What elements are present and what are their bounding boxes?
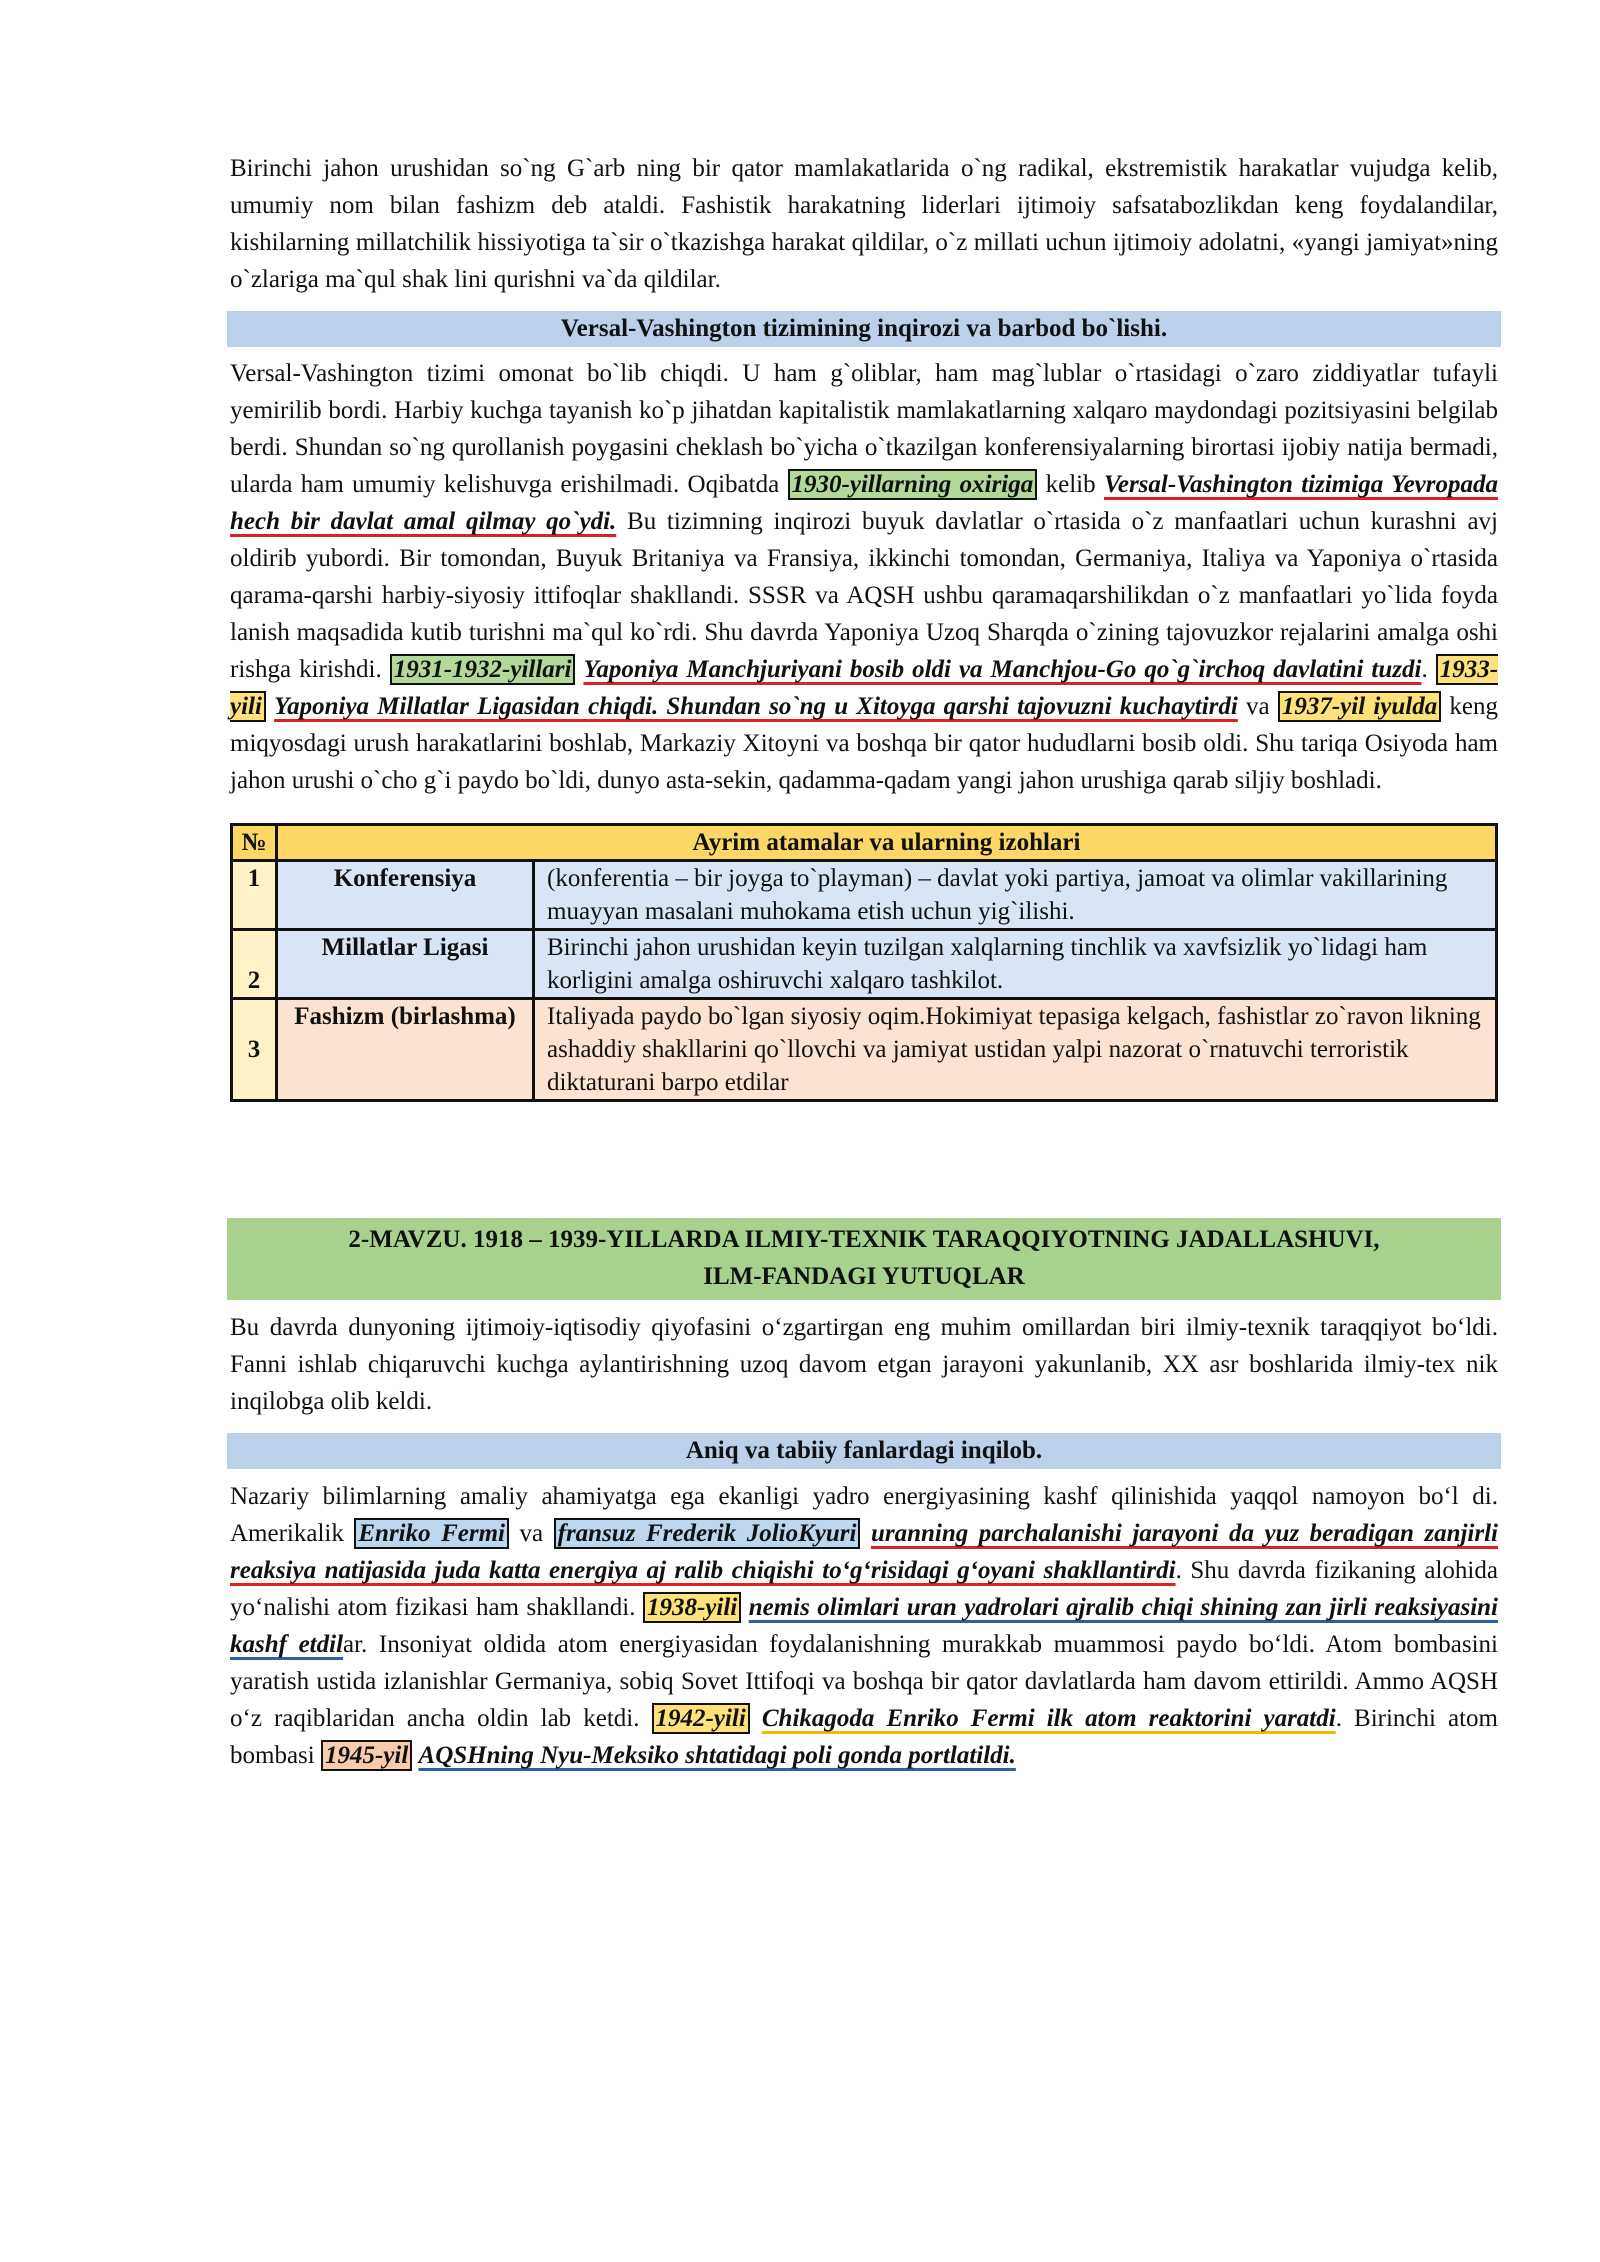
text-run: . Birinchi atom bombasi [230, 1705, 1498, 1769]
name-highlight: fransuz Frederik JolioKyuri [554, 1518, 861, 1549]
text-run: va [519, 1520, 544, 1547]
text-run: . [1421, 656, 1428, 683]
term-cell: Millatlar Ligasi [277, 930, 534, 999]
date-highlight: 1942-yili [652, 1703, 750, 1734]
topic-title-line: 2-MAVZU. 1918 – 1939-YILLARDA ILMIY-TEXNIK TARAQQIYOTNING JADALLASHUVI, [348, 1226, 1380, 1253]
date-highlight: 1931-1932-yillari [390, 654, 576, 685]
table-row [232, 999, 1497, 1101]
intro-paragraph: Birinchi jahon urushidan so`ng G`arb ning bir qator mamlakatlarida o`ng radikal, ekstremistik harakatlar vujudga kelib, umumiy nom bilan fashizm deb ataldi. Fashistik harakatning liderlari ijtimoiy safsatabozlikdan keng foydalandilar, kishilarning millatchilik hissiyotiga ta`sir o`tkazishga harakat qildilar, o`z millati uchun ijtimoiy adolatni, «yangi jamiyat»ning o`zlariga ma`qul shak lini qurishni va`da qildilar. [230, 155, 1498, 293]
name-highlight: Enriko Fermi [354, 1518, 509, 1549]
text-run: keng miqyosdagi urush harakatlarini boshlab, Markaziy Xitoyni va boshqa bir qator hududlarni bosib oldi. Shu tariqa Osiyoda ham jahon urushi o`cho g`i paydo bo`ldi, dunyo asta-sekin, qadamma-qadam yangi jahon urushiga qarab siljiy boshladi. [230, 693, 1499, 794]
terms-table [230, 823, 1498, 1102]
table-row [232, 861, 1497, 930]
description-cell: (konferentia – bir joyga to`playman) – davlat yoki partiya, jamoat va olimlar vakillarining muayyan masalani muhokama etish uchun yig`ilishi. [534, 861, 1497, 930]
row-number: 3 [232, 999, 277, 1101]
section-heading-science: Aniq va tabiiy fanlardagi inqilob. [227, 1433, 1501, 1469]
date-highlight: 1938-yili [643, 1592, 741, 1623]
column-header-terms: Ayrim atamalar va ularning izohlari [277, 825, 1497, 861]
row-number: 2 [232, 930, 277, 999]
topic-title [227, 1218, 1501, 1300]
text-run: ar. Insoniyat oldida atom energiyasidan foydalanishning murakkab muammosi paydo boʻldi. Atom bombasini yaratish ustida izlanishlar Germaniya, sobiq Sovet Ittifoqi va boshqa bir qator davlatlarda ham davom ettirildi. Ammo AQSH oʻz raqiblaridan ancha oldin lab ketdi. [230, 1631, 1498, 1732]
underlined-fact: nemis olimlari uran yadrolari ajralib chiqi shining zan jirli reaksiyasini kashf etdil [230, 1594, 1498, 1658]
text-run: . Shu davrda fizikaning alohida yoʻnalishi atom fizikasi ham shakllandi. [230, 1557, 1498, 1621]
topic-intro-paragraph: Bu davrda dunyoning ijtimoiy-iqtisodiy qiyofasini oʻzgartirgan eng muhim omillardan biri ilmiy-texnik taraqqiyot boʻldi. Fanni ishlab chiqaruvchi kuchga aylantirishning uzoq davom etgan jarayoni yakunlanib, XX asr boshlarida ilmiy-tex nik inqilobga olib keldi. [230, 1314, 1498, 1415]
topic-title-line: ILM-FANDAGI YUTUQLAR [703, 1263, 1025, 1290]
text-run: Bu tizimning inqirozi buyuk davlatlar o`rtasida o`z manfaatlari uchun kurashni avj oldirib yubordi. Bir tomondan, Buyuk Britaniya va Fransiya, ikkinchi tomondan, Germaniya, Italiya va Yaponiya o`rtasida qarama-qarshi harbiy-siyosiy ittifoqlar shakllandi. SSSR va AQSH ushbu qaramaqarshilikdan o`z manfaatlari yo`lida foyda lanish maqsadida kutib turishni ma`qul ko`rdi. Shu davrda Yaponiya Uzoq Sharqda o`zining tajovuzkor rejalarini amalga oshi rishga kirishdi. [230, 508, 1498, 683]
versal-paragraph [230, 355, 1498, 799]
text-run: Versal-Vashington tizimi omonat bo`lib chiqdi. U ham g`oliblar, ham mag`lublar o`rtasidagi o`zaro ziddiyatlar tufayli yemirilib bordi. Harbiy kuchga tayanish ko`p jihatdan kapitalistik mamlakatlarning xalqaro maydondagi pozitsiyasini belgilab berdi. Shundan so`ng qurollanish poygasini cheklash bo`yicha o`tkazilgan konferensiyalarning birortasi ijobiy natija bermadi, ularda ham umumiy kelishuvga erishilmadi. Oqibatda [230, 360, 1498, 498]
table-row [232, 930, 1497, 999]
section-heading-versal: Versal-Vashington tizimining inqirozi va barbod bo`lishi. [227, 311, 1501, 347]
description-cell: Birinchi jahon urushidan keyin tuzilgan xalqlarning tinchlik va xavfsizlik yo`lidagi ham korligini amalga oshiruvchi xalqaro tashkilot. [534, 930, 1497, 999]
underlined-fact: Versal-Vashington tizimiga Yevropada hech bir davlat amal qilmay qo`ydi. [230, 471, 1499, 535]
date-highlight: 1937-yil iyulda [1278, 691, 1441, 722]
document-page [230, 148, 1498, 1774]
text-run: va [1246, 693, 1270, 720]
science-paragraph [230, 1478, 1498, 1774]
text-run: Nazariy bilimlarning amaliy ahamiyatga ega ekanligi yadro energiyasining kashf qilinishida yaqqol namoyon boʻl di. Amerikalik [230, 1483, 1498, 1547]
table-header-row [232, 825, 1497, 861]
underlined-fact: Yaponiya Millatlar Ligasidan chiqdi. Shundan so`ng u Xitoyga qarshi tajovuzni kuchaytirdi [274, 693, 1238, 720]
column-header-number: № [232, 825, 277, 861]
date-highlight: 1930-yillarning oxiriga [788, 469, 1038, 500]
text-run: kelib [1045, 471, 1096, 498]
row-number: 1 [232, 861, 277, 930]
underlined-fact: AQSHning Nyu-Meksiko shtatidagi poli gonda portlatildi. [418, 1742, 1016, 1769]
description-cell: Italiyada paydo bo`lgan siyosiy oqim.Hokimiyat tepasiga kelgach, fashistlar zo`ravon likning ashaddiy shakllarini qo`llovchi va jamiyat ustidan yalpi nazorat o`rnatuvchi terroristik diktaturani barpo etdilar [534, 999, 1497, 1101]
underlined-fact: uranning parchalanishi jarayoni da yuz beradigan zanjirli reaksiya natijasida juda katta energiya aj ralib chiqishi toʻgʻrisidagi gʻoyani shakllantirdi [230, 1520, 1499, 1584]
date-highlight: 1945-yil [321, 1740, 412, 1771]
term-cell: Konferensiya [277, 861, 534, 930]
underlined-fact: Chikagoda Enriko Fermi ilk atom reaktorini yaratdi [761, 1705, 1336, 1732]
date-highlight: 1933-yili [230, 656, 1499, 720]
underlined-fact: Yaponiya Manchjuriyani bosib oldi va Manchjou-Go qo`g`irchoq davlatini tuzdi [583, 656, 1422, 683]
term-cell: Fashizm (birlashma) [277, 999, 534, 1101]
